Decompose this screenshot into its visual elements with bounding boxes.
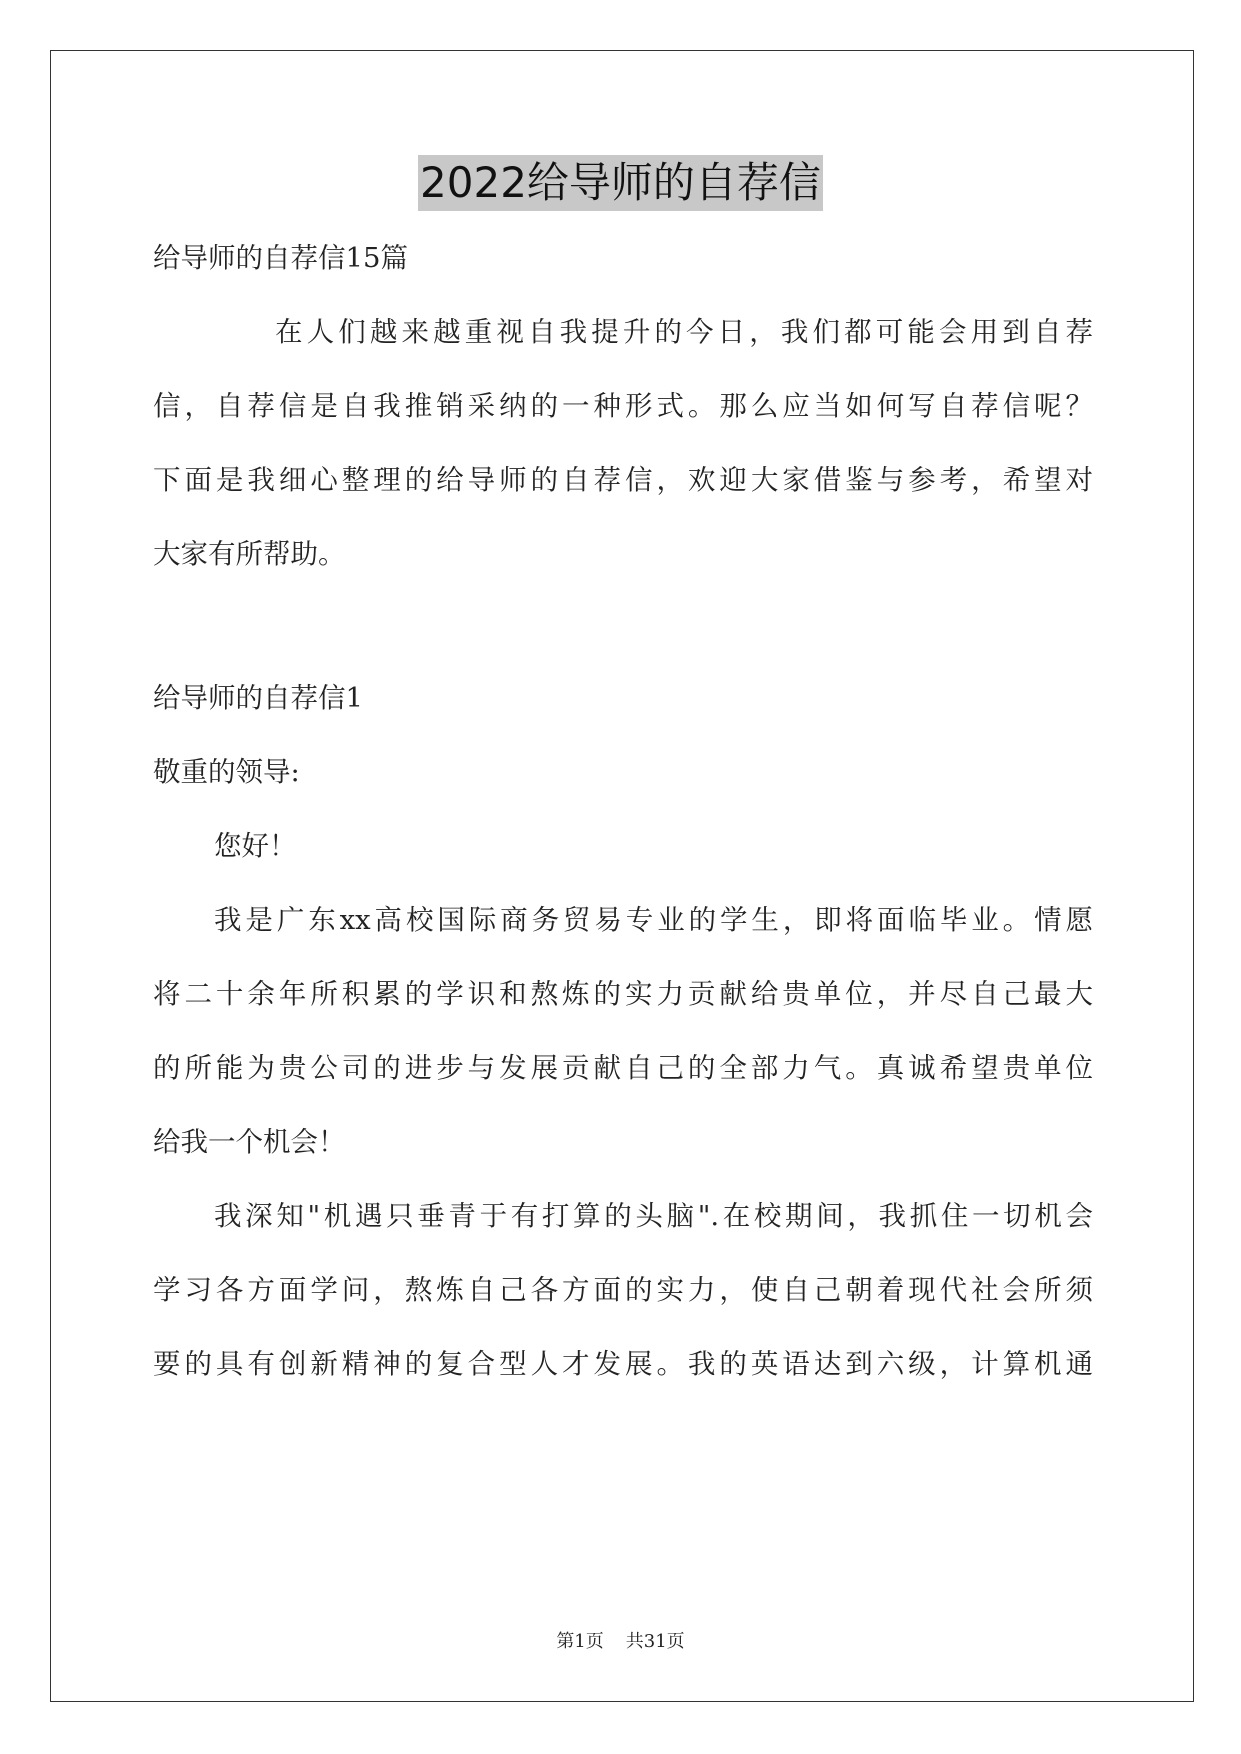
paragraph-line: 将二十余年所积累的学识和熬炼的实力贡献给贵单位，并尽自己最大 <box>153 978 1093 1010</box>
intro-line: 大家有所帮助。 <box>153 538 346 570</box>
page-number: 第1页 <box>556 1631 604 1652</box>
document-subtitle: 给导师的自荐信15篇 <box>153 242 408 274</box>
intro-line: 下面是我细心整理的给导师的自荐信，欢迎大家借鉴与参考，希望对 <box>153 464 1093 496</box>
title-container <box>0 155 1241 211</box>
paragraph-line: 我是广东xx高校国际商务贸易专业的学生，即将面临毕业。情愿 <box>214 904 1093 936</box>
page-footer <box>0 1627 1241 1653</box>
section-heading: 给导师的自荐信1 <box>153 682 363 714</box>
greeting: 您好！ <box>214 830 297 862</box>
salutation: 敬重的领导: <box>153 756 300 788</box>
paragraph-line: 给我一个机会！ <box>153 1126 346 1158</box>
page-total: 共31页 <box>625 1631 685 1652</box>
paragraph-line: 的所能为贵公司的进步与发展贡献自己的全部力气。真诚希望贵单位 <box>153 1052 1093 1084</box>
intro-line: 在人们越来越重视自我提升的今日，我们都可能会用到自荐 <box>275 316 1093 348</box>
intro-line: 信，自荐信是自我推销采纳的一种形式。那么应当如何写自荐信呢？ <box>153 390 1093 422</box>
document-title: 2022给导师的自荐信 <box>418 155 823 211</box>
paragraph-line: 学习各方面学问，熬炼自己各方面的实力，使自己朝着现代社会所须 <box>153 1274 1093 1306</box>
paragraph-line: 要的具有创新精神的复合型人才发展。我的英语达到六级，计算机通 <box>153 1348 1093 1380</box>
page-border <box>50 50 1194 1702</box>
paragraph-line: 我深知"机遇只垂青于有打算的头脑".在校期间，我抓住一切机会 <box>214 1200 1093 1232</box>
